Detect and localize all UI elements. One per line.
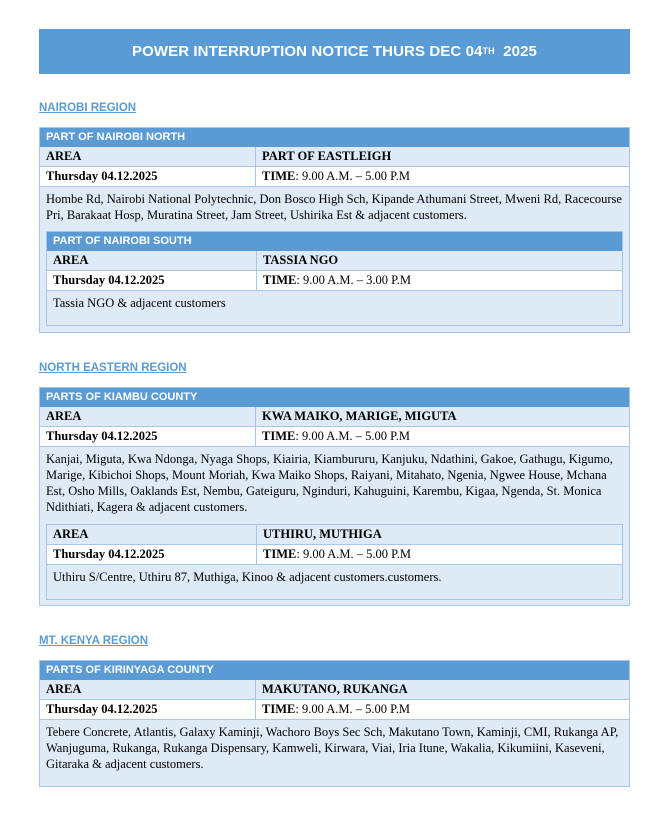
time-label: TIME bbox=[262, 429, 296, 443]
area-name: UTHIRU, MUTHIGA bbox=[263, 527, 382, 541]
notice-title-banner bbox=[39, 29, 630, 74]
area-row bbox=[40, 147, 629, 166]
date-value: Thursday 04.12.2025 bbox=[47, 545, 257, 564]
time-label: TIME bbox=[262, 169, 296, 183]
area-row bbox=[40, 680, 629, 699]
outage-block-kiambu bbox=[39, 387, 630, 606]
area-name: KWA MAIKO, MARIGE, MIGUTA bbox=[262, 409, 457, 423]
region-heading-nairobi: NAIROBI REGION bbox=[39, 102, 137, 114]
area-name: TASSIA NGO bbox=[263, 253, 339, 267]
date-value: Thursday 04.12.2025 bbox=[40, 427, 256, 446]
block-header bbox=[47, 232, 622, 251]
outage-subblock-nairobi-south bbox=[46, 231, 623, 326]
outage-block-nairobi bbox=[39, 127, 630, 333]
date-row bbox=[40, 426, 629, 447]
area-name: PART OF EASTLEIGH bbox=[262, 149, 392, 163]
block-header bbox=[40, 661, 629, 680]
outage-block-kirinyaga bbox=[39, 660, 630, 787]
block-header-label: PART OF NAIROBI SOUTH bbox=[53, 235, 192, 247]
area-label: AREA bbox=[40, 407, 256, 426]
block-header-label: PARTS OF KIAMBU COUNTY bbox=[46, 391, 198, 403]
time-range: : 9.00 A.M. – 5.00 P.M bbox=[296, 547, 411, 561]
area-label: AREA bbox=[40, 680, 256, 699]
affected-areas: Kanjai, Miguta, Kwa Ndonga, Nyaga Shops, Kiairia, Kiambururu, Kanjuku, Ndathini, Gakoe, Gathugu, Kigumo, Marige, Kibichoi Shops, Mount Moriah, Kwa Maiko Shops, Raiyani, Mitahato, Ngenia, Ngwee House, Mchana Est, Osho Mills, Oaklands Est, Nembu, Gateiguru, Nginduri, Kahuguini, Karembu, Kigaa, Ngenda, St. Monica Ndithiati, Kagera & adjacent customers. bbox=[40, 447, 629, 524]
affected-areas: Tebere Concrete, Atlantis, Galaxy Kaminji, Wachoro Boys Sec Sch, Makutano Town, Kaminji, CMI, Rukanga AP, Wanjuguma, Rukanga, Rukanga Dispensary, Kamweli, Kirwara, Viai, Iria Itune, Wakalia, Kikumiini, Kaseveni, Gitaraka & adjacent customers. bbox=[40, 720, 629, 778]
date-row bbox=[40, 166, 629, 187]
time-range: : 9.00 A.M. – 3.00 P.M bbox=[296, 273, 411, 287]
time-label: TIME bbox=[262, 702, 296, 716]
time-range: : 9.00 A.M. – 5.00 P.M bbox=[295, 169, 410, 183]
region-heading-mt-kenya: MT. KENYA REGION bbox=[39, 635, 149, 647]
block-header-label: PART OF NAIROBI NORTH bbox=[46, 131, 186, 143]
area-row bbox=[40, 407, 629, 426]
time-range: : 9.00 A.M. – 5.00 P.M bbox=[295, 702, 410, 716]
block-header bbox=[40, 128, 629, 147]
area-label: AREA bbox=[47, 525, 257, 544]
date-value: Thursday 04.12.2025 bbox=[47, 271, 257, 290]
time-value bbox=[256, 700, 410, 719]
notice-title-year: 2025 bbox=[503, 43, 538, 60]
region-heading-north-eastern: NORTH EASTERN REGION bbox=[39, 362, 187, 374]
affected-areas: Hombe Rd, Nairobi National Polytechnic, Don Bosco High Sch, Kipande Athumani Street, Mweni Rd, Racecourse Pri, Barakaat Hosp, Muratina Street, Jam Street, Ushirika Est & adjacent customers. bbox=[40, 187, 629, 231]
area-name: MAKUTANO, RUKANGA bbox=[262, 682, 408, 696]
outage-subblock-uthiru bbox=[46, 524, 623, 600]
block-header-label: PARTS OF KIRINYAGA COUNTY bbox=[46, 664, 214, 676]
affected-areas: Uthiru S/Centre, Uthiru 87, Muthiga, Kinoo & adjacent customers.customers. bbox=[47, 565, 622, 591]
area-row bbox=[47, 525, 622, 544]
time-value bbox=[257, 271, 411, 290]
area-label: AREA bbox=[40, 147, 256, 166]
time-value bbox=[257, 545, 411, 564]
date-value: Thursday 04.12.2025 bbox=[40, 167, 256, 186]
date-row bbox=[40, 699, 629, 720]
area-label: AREA bbox=[47, 251, 257, 270]
notice-title-suffix: TH bbox=[482, 45, 495, 56]
time-label: TIME bbox=[263, 547, 297, 561]
date-row bbox=[47, 544, 622, 565]
time-range: : 9.00 A.M. – 5.00 P.M bbox=[295, 429, 410, 443]
affected-areas: Tassia NGO & adjacent customers bbox=[47, 291, 622, 317]
time-label: TIME bbox=[263, 273, 297, 287]
time-value bbox=[256, 167, 410, 186]
area-row bbox=[47, 251, 622, 270]
notice-title: POWER INTERRUPTION NOTICE THURS DEC 04 bbox=[131, 43, 483, 60]
block-header bbox=[40, 388, 629, 407]
time-value bbox=[256, 427, 410, 446]
date-value: Thursday 04.12.2025 bbox=[40, 700, 256, 719]
date-row bbox=[47, 270, 622, 291]
